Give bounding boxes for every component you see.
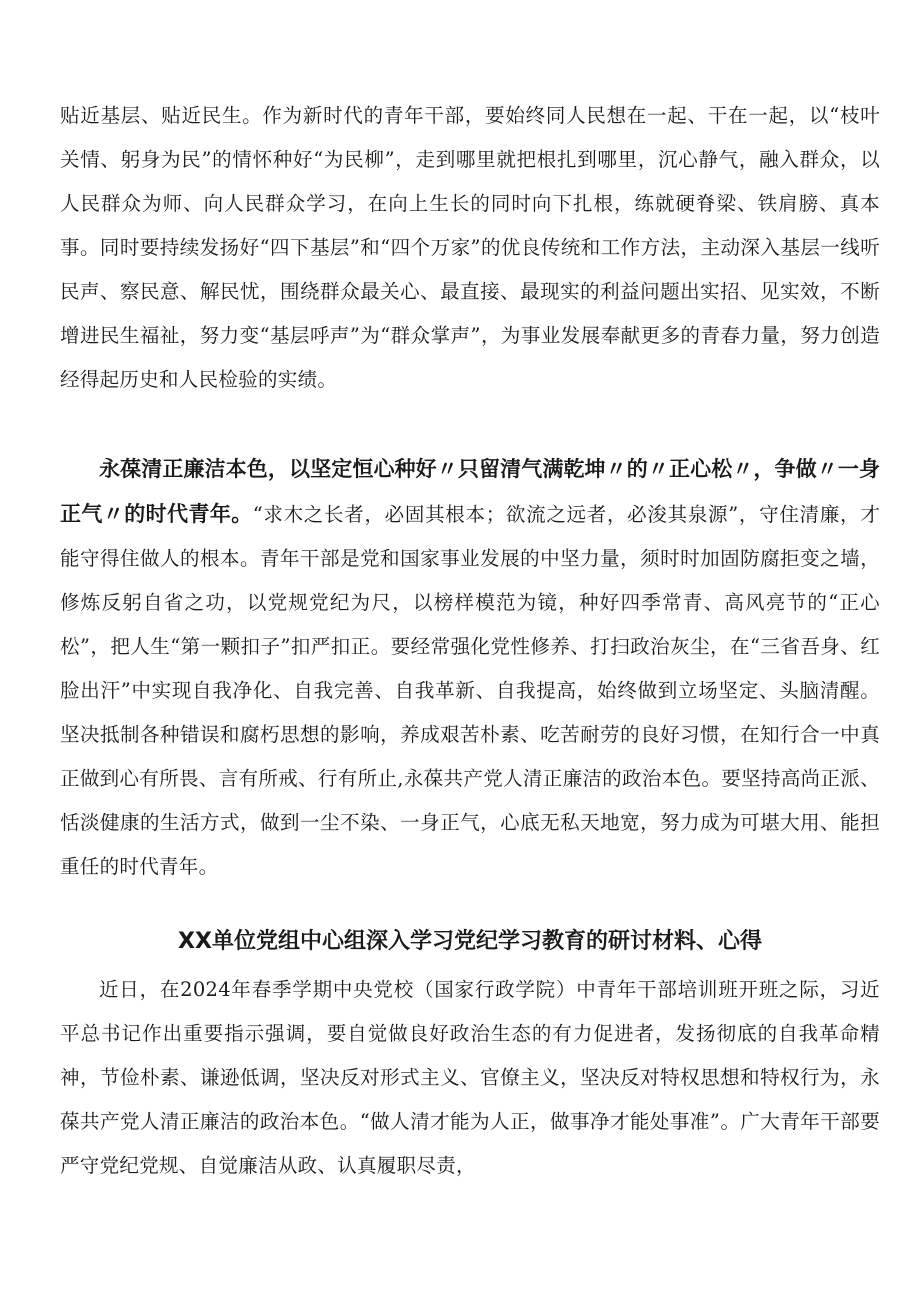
paragraph-2-body: “求木之长者，必固其根本；欲流之远者，必浚其泉源”，守住清廉，才能守得住做人的根本。青年干部是党和国家事业发展的中坚力量，须时时加固防腐拒变之墙，修炼反躬自省之功，以党规党纪为尺，以榜样模范为镜，种好四季常青、高风亮节的“正心松”，把人生“第一颗扣子”扣严扣正。要经常强化党性修养、打扫政治灰尘，在“三省吾身、红脸出汗”中实现自我净化、自我完善、自我革新、自我提高，始终做到立场坚定、头脑清醒。坚决抵制各种错误和腐朽思想的影响，养成艰苦朴素、吃苦耐劳的良好习惯，在知行合一中真正做到心有所畏、言有所戒、行有所止,永葆共产党人清正廉洁的政治本色。要坚持高尚正派、恬淡健康的生活方式，做到一尘不染、一身正气，心底无私天地宽，努力成为可堪大用、能担重任的时代青年。 (60, 503, 880, 878)
paragraph-1: 贴近基层、贴近民生。作为新时代的青年干部，要始终同人民想在一起、干在一起，以“枝叶关情、躬身为民”的情怀种好“为民柳”，走到哪里就把根扎到哪里，沉心静气，融入群众，以人民群众为师、向人民群众学习，在向上生长的同时向下扎根，练就硬脊梁、铁肩膀、真本事。同时要持续发扬好“四下基层”和“四个万家”的优良传统和工作方法，主动深入基层一线听民声、察民意、解民忧，围绕群众最关心、最直接、最现实的利益问题出实招、见实效，不断增进民生福祉，努力变“基层呼声”为“群众掌声”，为事业发展奉献更多的青春力量，努力创造经得起历史和人民检验的实绩。 (60, 104, 880, 391)
paragraph-2-bold-lead: 永葆清正廉洁本色，以坚定恒心种好〃只留清气满乾坤〃的〃正心松〃，争做〃一身正气〃的时代青年。 (60, 457, 880, 526)
paragraph-3: 近日，在2024年春季学期中央党校（国家行政学院）中青年干部培训班开班之际，习近平总书记作出重要指示强调，要自觉做良好政治生态的有力促进者，发扬彻底的自我革命精神，节俭朴素、谦逊低调，坚决反对形式主义、官僚主义，坚决反对特权思想和特权行为，永葆共产党人清正廉洁的政治本色。“做人清才能为人正，做事净才能处事准”。广大青年干部要严守党纪党规、自觉廉洁从政、认真履职尽责， (60, 978, 880, 1177)
section-title: XX单位党组中心组深入学习党纪学习教育的研讨材料、心得 (178, 929, 762, 954)
paragraph-2 (60, 447, 880, 897)
